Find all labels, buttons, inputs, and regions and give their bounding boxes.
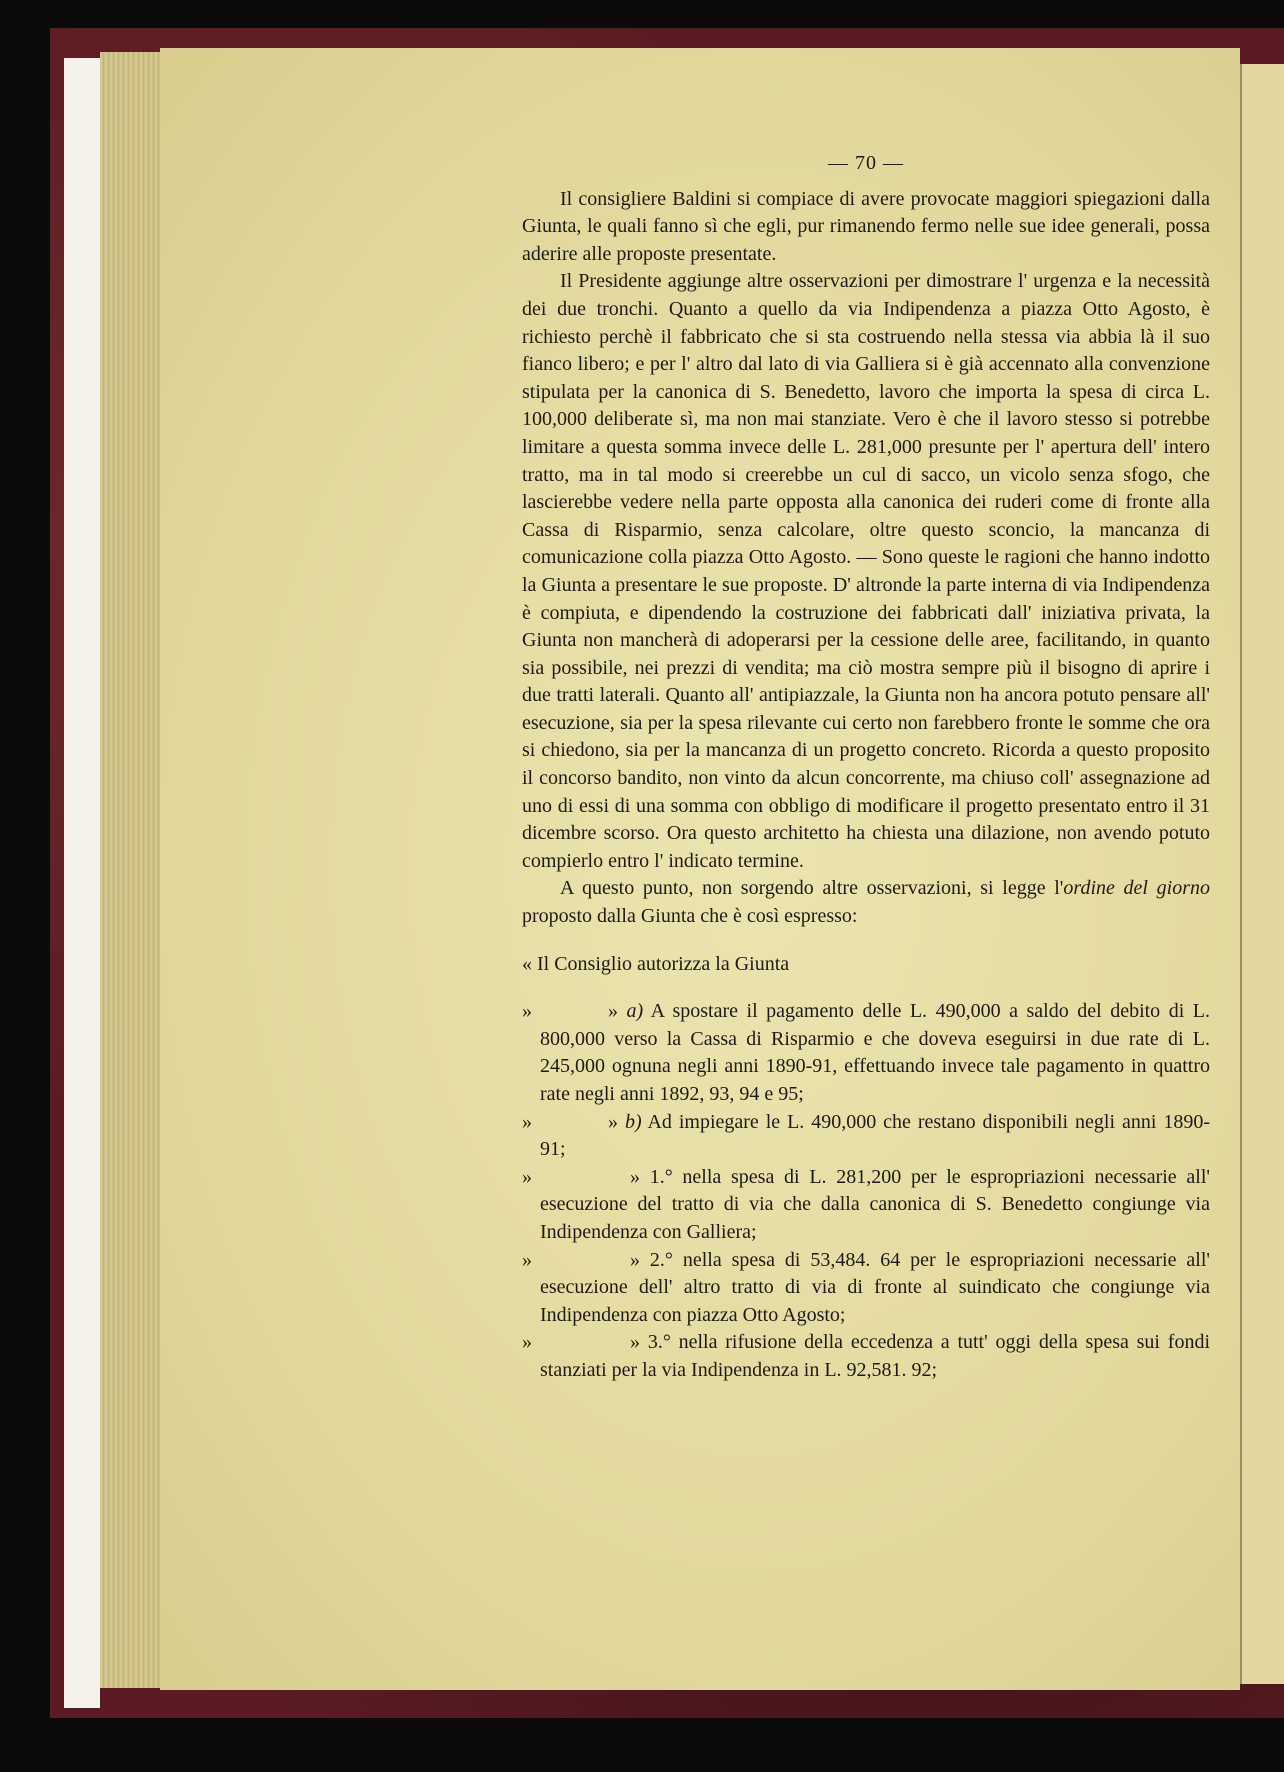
item-a	[522, 998, 1210, 1108]
quote-mark: »	[522, 1000, 532, 1023]
item-a-label: a)	[626, 1000, 644, 1023]
paragraph-baldini: Il consigliere Baldini si compiace di avere provocate maggiori spiegazioni dalla Giunta, le quali fanno sì che egli, pur rimanendo fermo nelle sue idee generali, possa aderire alle proposte presentate.	[522, 187, 1210, 265]
subitem-2	[522, 1247, 1210, 1330]
quote-mark: »	[522, 1110, 532, 1133]
item-b-label: b)	[624, 1110, 642, 1133]
next-page-edge	[1240, 64, 1284, 1684]
subitem-3-text: 3.° nella rifusione della eccedenza a tutt' oggi della spesa sui fondi stanziati per la via Indipendenza in L. 92,581. 92;	[540, 1331, 1211, 1381]
quote-mark-inline: »	[630, 1331, 640, 1354]
item-b-text	[540, 1109, 1210, 1164]
paragraph-ordine-intro	[522, 875, 1210, 930]
quote-mark: »	[522, 1331, 532, 1354]
quote-mark-inline: »	[608, 1110, 618, 1133]
item-b-body: Ad impiegare le L. 490,000 che restano disponibili negli anni 1890-91;	[540, 1110, 1211, 1161]
item-a-text	[540, 998, 1210, 1108]
quote-mark-inline: »	[630, 1248, 640, 1271]
page-edges	[100, 52, 162, 1688]
subitem-1-text: 1.° nella spesa di L. 281,200 per le espropriazioni necessarie all' esecuzione del tratto di via che dalla canonica di S. Benedetto congiunge via Indipendenza con Galliera;	[540, 1165, 1210, 1243]
flyleaf	[64, 58, 100, 1708]
page-number: — 70 —	[828, 152, 904, 174]
quote-mark-inline: »	[608, 1000, 618, 1023]
ordine-intro-em: ordine del giorno	[1063, 877, 1210, 900]
quote-mark-inline: »	[630, 1165, 640, 1188]
quote-mark: »	[522, 1165, 532, 1188]
quote-mark: »	[522, 1248, 532, 1271]
ordine-intro-after: proposto dalla Giunta che è così espresso:	[522, 905, 858, 928]
item-a-body: A spostare il pagamento delle L. 490,000 a saldo del debito di L. 800,000 verso la Cassa di Risparmio e che doveva eseguirsi in due rate di L. 245,000 ognuna negli anni 1890-91, effettuando invece tale pagamento in quattro rate negli anni 1892, 93, 94 e 95;	[540, 1000, 1211, 1105]
ordine-intro-before: A questo punto, non sorgendo altre osservazioni, si legge l'	[560, 877, 1064, 900]
subitem-2-text: 2.° nella spesa di 53,484. 64 per le espropriazioni necessarie all' esecuzione dell' altro tratto di via di fronte al suindicato che congiunge via Indipendenza con piazza Otto Agosto;	[540, 1248, 1210, 1326]
paragraph-presidente: Il Presidente aggiunge altre osservazioni per dimostrare l' urgenza e la necessità dei due tronchi. Quanto a quello da via Indipendenza a piazza Otto Agosto, è richiesto perchè il fabbricato che si sta costruendo nella stessa via abbia là il suo fianco libero; e per l' altro dal lato di via Galliera si è già accennato alla convenzione stipulata per la canonica di S. Benedetto, lavoro che importa la spesa di circa L. 100,000 deliberate sì, ma non mai stanziate. Vero è che il lavoro stesso si potrebbe limitare a questa somma invece delle L. 281,000 presunte per l' apertura dell' intero tratto, ma in tal modo si creerebbe un cul di sacco, un vicolo senza sfogo, che lascierebbe vedere nella parte opposta alla canonica dei ruderi come di fronte alla Cassa di Risparmio, senza calcolare, oltre questo sconcio, la mancanza di comunicazione colla piazza Otto Agosto. — Sono queste le ragioni che hanno indotto la Giunta a presentare le sue proposte. D' altronde la parte interna di via Indipendenza è compiuta, e dipendendo la costruzione dei fabbricati dall' iniziativa privata, la Giunta non mancherà di adoperarsi per la cessione delle aree, facilitando, in quanto sia possibile, nei prezzi di vendita; ma ciò mostra sempre più il bisogno di aprire i due tratti laterali. Quanto all' antipiazzale, la Giunta non ha ancora potuto pensare all' esecuzione, sia per la spesa rilevante cui certo non farebbero fronte le somme che ora si chiedono, sia per la mancanza di un progetto concreto. Ricorda a questo proposito il concorso bandito, non vinto da alcun concorrente, ma chiuso coll' assegnazione ad uno di essi di una somma con obbligo di modificare il progetto presentato entro il 31 dicembre scorso. Ora questo architetto ha chiesta una dilazione, non avendo potuto compierlo entro l' indicato termine.	[522, 270, 1210, 872]
page-text	[522, 150, 1210, 1385]
resolution-title: « Il Consiglio autorizza la Giunta	[522, 952, 790, 975]
item-b	[522, 1109, 1210, 1164]
subitem-1	[522, 1164, 1210, 1247]
subitem-3	[522, 1329, 1210, 1384]
